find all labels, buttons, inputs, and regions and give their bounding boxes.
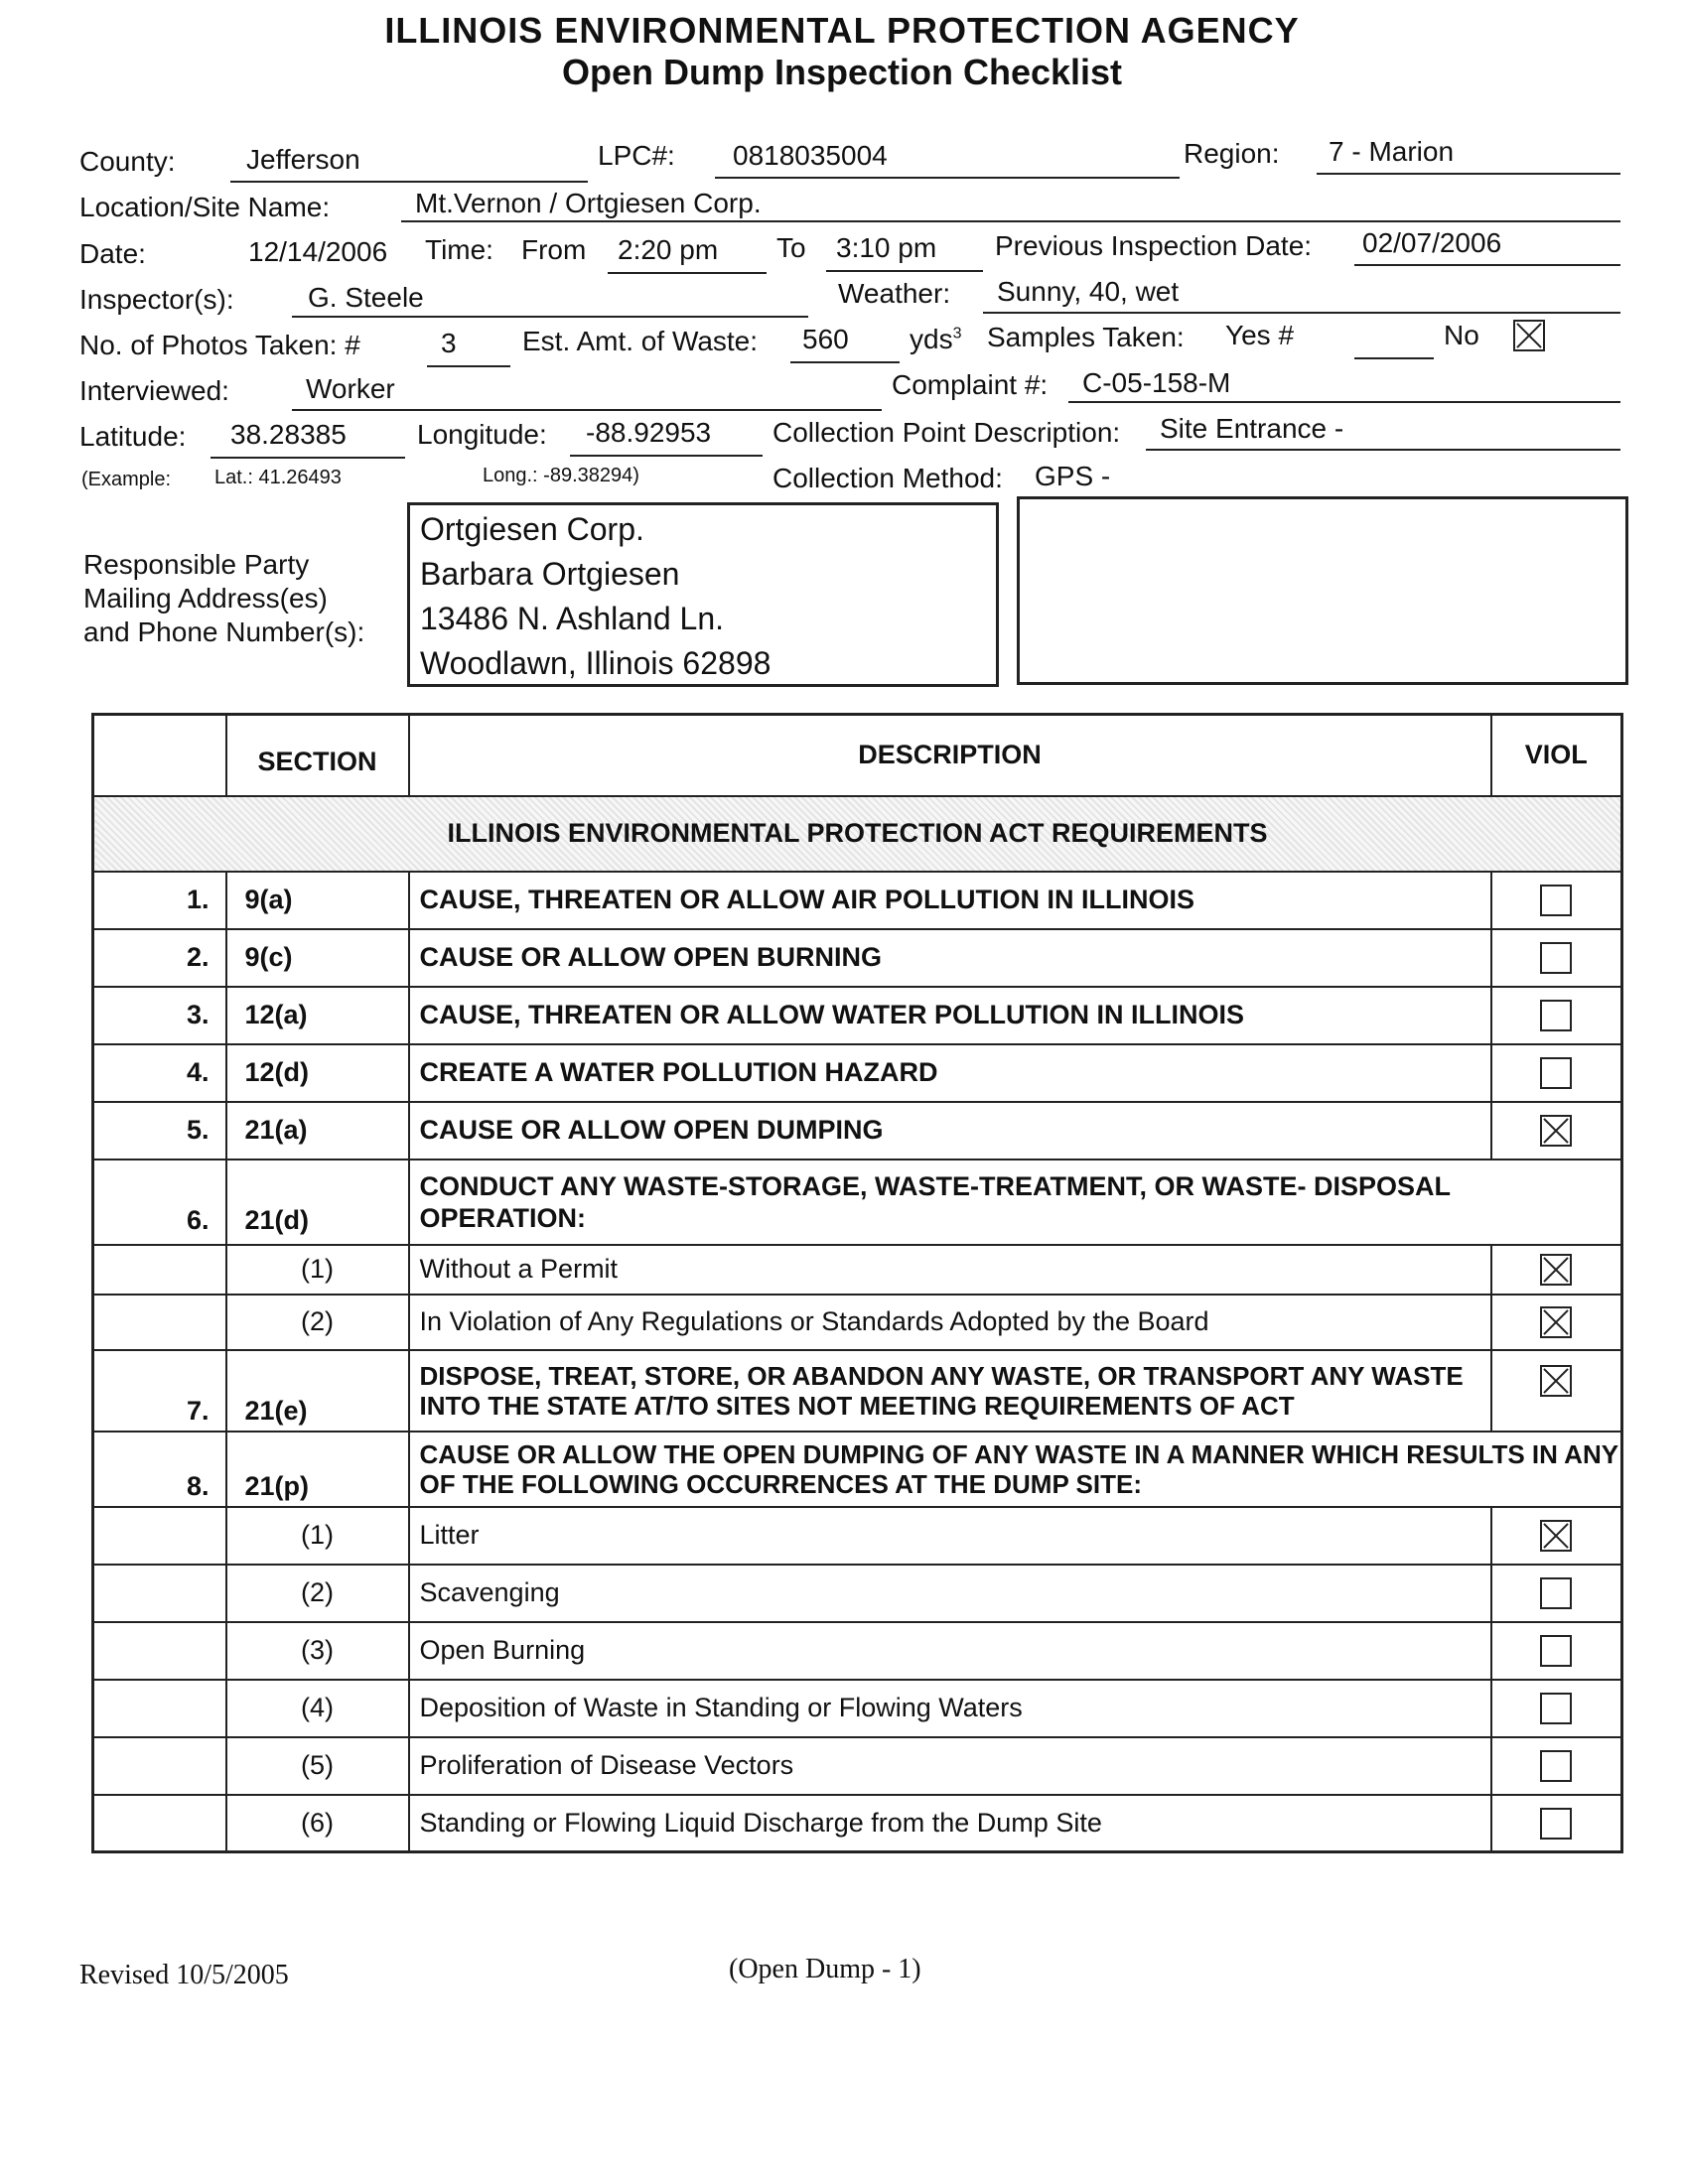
samples-yes-underline <box>1354 357 1434 359</box>
region-label: Region: <box>1184 138 1280 169</box>
act-requirements-title: ILLINOIS ENVIRONMENTAL PROTECTION ACT REQUIREMENTS <box>93 796 1622 872</box>
interviewed-label: Interviewed: <box>79 375 229 406</box>
weather-value[interactable]: Sunny, 40, wet <box>997 276 1180 307</box>
row-number: 3. <box>93 987 226 1044</box>
row-subsection: (6) <box>226 1795 409 1852</box>
date-value[interactable]: 12/14/2006 <box>248 236 388 267</box>
collection-method-label: Collection Method: <box>772 463 1003 493</box>
table-row <box>93 929 1622 987</box>
viol-checkbox[interactable] <box>1491 1622 1622 1680</box>
collection-point-value[interactable]: Site Entrance - <box>1160 413 1344 444</box>
empty-cell <box>93 1295 226 1350</box>
empty-cell <box>93 1507 226 1565</box>
row-number: 7. <box>93 1350 226 1432</box>
row-description: Litter <box>409 1507 1491 1565</box>
page-label: (Open Dump - 1) <box>729 1954 921 1984</box>
viol-checkbox[interactable] <box>1491 1737 1622 1795</box>
revised-date: Revised 10/5/2005 <box>79 1960 289 1990</box>
checkbox-checked-mark <box>1540 1520 1572 1552</box>
table-row <box>93 1102 1622 1160</box>
waste-unit <box>910 324 961 355</box>
weather-underline <box>983 312 1620 314</box>
checkbox-empty <box>1540 1577 1572 1609</box>
date-label: Date: <box>79 238 146 269</box>
county-underline <box>230 181 588 183</box>
table-row <box>93 1680 1622 1737</box>
table-row <box>93 1044 1622 1102</box>
table-row <box>93 1795 1622 1852</box>
complaint-value[interactable]: C-05-158-M <box>1082 367 1231 398</box>
row-number: 2. <box>93 929 226 987</box>
table-header-row <box>93 715 1622 796</box>
checkbox-checked-mark <box>1540 1254 1572 1286</box>
checkbox-empty <box>1540 1808 1572 1840</box>
table-row <box>93 1245 1622 1295</box>
checkbox-empty <box>1540 1000 1572 1031</box>
empty-cell <box>93 1565 226 1622</box>
address-line: Ortgiesen Corp. <box>420 511 644 547</box>
empty-cell <box>93 1245 226 1295</box>
responsible-label-line: Mailing Address(es) <box>83 583 328 614</box>
table-row <box>93 1622 1622 1680</box>
row-description: CAUSE OR ALLOW OPEN BURNING <box>409 929 1491 987</box>
location-label: Location/Site Name: <box>79 192 331 222</box>
header-number-cell <box>93 715 226 796</box>
row-description: Proliferation of Disease Vectors <box>409 1737 1491 1795</box>
checkbox-checked-mark <box>1513 320 1545 351</box>
responsible-label-line: and Phone Number(s): <box>83 616 365 647</box>
viol-checkbox[interactable] <box>1491 1350 1622 1432</box>
row-section: 12(d) <box>226 1044 409 1102</box>
row-description: Without a Permit <box>409 1245 1491 1295</box>
longitude-underline <box>570 455 763 457</box>
empty-cell <box>93 1737 226 1795</box>
collection-point-label: Collection Point Description: <box>772 417 1121 448</box>
example-label: (Example: <box>81 469 172 490</box>
viol-checkbox[interactable] <box>1491 1295 1622 1350</box>
row-description: CONDUCT ANY WASTE-STORAGE, WASTE-TREATMENT, OR WASTE- DISPOSAL OPERATION: <box>409 1160 1622 1245</box>
samples-label: Samples Taken: <box>987 322 1185 352</box>
row-section: 12(a) <box>226 987 409 1044</box>
complaint-underline <box>1068 401 1620 403</box>
row-description: Deposition of Waste in Standing or Flowing Waters <box>409 1680 1491 1737</box>
viol-checkbox[interactable] <box>1491 1044 1622 1102</box>
row-description: CAUSE OR ALLOW THE OPEN DUMPING OF ANY WASTE IN A MANNER WHICH RESULTS IN ANY OF THE FOLLOWING OCCURRENCES AT THE DUMP SITE: <box>409 1432 1622 1507</box>
checkbox-empty <box>1540 885 1572 916</box>
waste-underline <box>790 361 900 363</box>
row-number: 8. <box>93 1432 226 1507</box>
row-section: 21(d) <box>226 1160 409 1245</box>
viol-checkbox[interactable] <box>1491 1102 1622 1160</box>
inspector-value[interactable]: G. Steele <box>308 282 424 313</box>
row-description: Open Burning <box>409 1622 1491 1680</box>
example-longitude: Long.: -89.38294) <box>483 465 639 486</box>
viol-checkbox[interactable] <box>1491 1245 1622 1295</box>
row-number: 1. <box>93 872 226 929</box>
checklist-table <box>91 713 1623 1853</box>
interviewed-underline <box>292 409 882 411</box>
row-number: 5. <box>93 1102 226 1160</box>
row-number: 4. <box>93 1044 226 1102</box>
samples-yes-label: Yes # <box>1225 320 1295 350</box>
collection-method-value[interactable]: GPS - <box>1035 461 1111 491</box>
photos-label: No. of Photos Taken: # <box>79 330 360 360</box>
table-row <box>93 872 1622 929</box>
inspector-label: Inspector(s): <box>79 284 234 315</box>
row-section: 21(a) <box>226 1102 409 1160</box>
photos-value[interactable]: 3 <box>441 328 457 358</box>
table-row <box>93 1507 1622 1565</box>
row-subsection: (1) <box>226 1507 409 1565</box>
county-label: County: <box>79 146 176 177</box>
waste-unit-text: yds <box>910 324 953 354</box>
viol-checkbox[interactable] <box>1491 1795 1622 1852</box>
viol-checkbox[interactable] <box>1491 929 1622 987</box>
row-subsection: (2) <box>226 1565 409 1622</box>
time-from-underline <box>608 272 767 274</box>
responsible-party-label <box>83 548 364 649</box>
viol-header: VIOL <box>1491 715 1622 796</box>
row-description: CREATE A WATER POLLUTION HAZARD <box>409 1044 1491 1102</box>
row-subsection: (5) <box>226 1737 409 1795</box>
table-row <box>93 1737 1622 1795</box>
act-requirements-band <box>93 796 1622 872</box>
samples-no-checkbox[interactable] <box>1513 320 1545 351</box>
table-row <box>93 1160 1622 1245</box>
county-value[interactable]: Jefferson <box>246 144 360 175</box>
row-description: CAUSE OR ALLOW OPEN DUMPING <box>409 1102 1491 1160</box>
row-description: CAUSE, THREATEN OR ALLOW WATER POLLUTION IN ILLINOIS <box>409 987 1491 1044</box>
row-subsection: (3) <box>226 1622 409 1680</box>
viol-checkbox[interactable] <box>1491 1680 1622 1737</box>
longitude-label: Longitude: <box>417 419 547 450</box>
address-line: Barbara Ortgiesen <box>420 556 680 592</box>
address-line: Woodlawn, Illinois 62898 <box>420 645 772 681</box>
waste-label: Est. Amt. of Waste: <box>522 326 759 356</box>
complaint-label: Complaint #: <box>892 369 1049 400</box>
latitude-label: Latitude: <box>79 421 187 452</box>
interviewed-value[interactable]: Worker <box>306 373 395 404</box>
row-description: Scavenging <box>409 1565 1491 1622</box>
inspector-underline <box>292 316 808 318</box>
location-value[interactable]: Mt.Vernon / Ortgiesen Corp. <box>415 188 762 218</box>
checkbox-checked-mark <box>1540 1365 1572 1397</box>
secondary-address-box[interactable] <box>1017 496 1628 685</box>
previous-date-value[interactable]: 02/07/2006 <box>1362 227 1502 258</box>
table-row <box>93 1350 1622 1432</box>
agency-name: ILLINOIS ENVIRONMENTAL PROTECTION AGENCY <box>384 10 1300 51</box>
table-row <box>93 1295 1622 1350</box>
row-section: 21(e) <box>226 1350 409 1432</box>
empty-cell <box>93 1680 226 1737</box>
samples-no-label: No <box>1444 320 1479 350</box>
checkbox-empty <box>1540 1693 1572 1724</box>
empty-cell <box>93 1795 226 1852</box>
lpc-label: LPC#: <box>598 140 675 171</box>
row-subsection: (4) <box>226 1680 409 1737</box>
responsible-label-line: Responsible Party <box>83 549 310 580</box>
collection-point-underline <box>1146 449 1620 451</box>
checkbox-checked-mark <box>1540 1115 1572 1147</box>
region-value[interactable]: 7 - Marion <box>1329 136 1455 167</box>
row-section: 9(a) <box>226 872 409 929</box>
row-number: 6. <box>93 1160 226 1245</box>
empty-cell <box>93 1622 226 1680</box>
checkbox-empty <box>1540 942 1572 974</box>
previous-date-underline <box>1354 264 1620 266</box>
lpc-underline <box>715 177 1180 179</box>
row-description: CAUSE, THREATEN OR ALLOW AIR POLLUTION IN ILLINOIS <box>409 872 1491 929</box>
location-underline <box>401 220 1620 222</box>
responsible-address-box[interactable] <box>407 502 999 687</box>
time-to-underline <box>826 270 983 272</box>
description-header: DESCRIPTION <box>409 715 1491 796</box>
time-label: Time: <box>425 234 493 265</box>
row-description: Standing or Flowing Liquid Discharge from the Dump Site <box>409 1795 1491 1852</box>
table-row <box>93 1432 1622 1507</box>
viol-checkbox[interactable] <box>1491 1565 1622 1622</box>
previous-date-label: Previous Inspection Date: <box>995 230 1313 261</box>
from-label: From <box>521 234 587 265</box>
viol-checkbox[interactable] <box>1491 987 1622 1044</box>
row-section: 21(p) <box>226 1432 409 1507</box>
checkbox-empty <box>1540 1635 1572 1667</box>
lpc-value[interactable]: 0818035004 <box>733 140 888 171</box>
example-latitude: Lat.: 41.26493 <box>214 467 342 488</box>
row-section: 9(c) <box>226 929 409 987</box>
section-header: SECTION <box>226 715 409 796</box>
latitude-value[interactable]: 38.28385 <box>230 419 347 450</box>
checkbox-empty <box>1540 1750 1572 1782</box>
row-subsection: (1) <box>226 1245 409 1295</box>
time-to-value[interactable]: 3:10 pm <box>836 232 937 263</box>
table-row <box>93 987 1622 1044</box>
viol-checkbox[interactable] <box>1491 1507 1622 1565</box>
viol-checkbox[interactable] <box>1491 872 1622 929</box>
address-line: 13486 N. Ashland Ln. <box>420 601 725 636</box>
time-from-value[interactable]: 2:20 pm <box>618 234 719 265</box>
checkbox-empty <box>1540 1057 1572 1089</box>
waste-value[interactable]: 560 <box>802 324 849 354</box>
table-row <box>93 1565 1622 1622</box>
waste-unit-superscript: 3 <box>952 325 962 342</box>
to-label: To <box>776 232 806 263</box>
latitude-underline <box>210 457 405 459</box>
weather-label: Weather: <box>838 278 951 309</box>
region-underline <box>1317 173 1620 175</box>
checkbox-checked-mark <box>1540 1306 1572 1338</box>
row-description: In Violation of Any Regulations or Standards Adopted by the Board <box>409 1295 1491 1350</box>
form-title: Open Dump Inspection Checklist <box>561 52 1123 92</box>
longitude-value[interactable]: -88.92953 <box>586 417 712 448</box>
row-description: DISPOSE, TREAT, STORE, OR ABANDON ANY WASTE, OR TRANSPORT ANY WASTE INTO THE STATE AT/TO SITES NOT MEETING REQUIREMENTS OF ACT <box>409 1350 1491 1432</box>
photos-underline <box>427 365 510 367</box>
row-subsection: (2) <box>226 1295 409 1350</box>
